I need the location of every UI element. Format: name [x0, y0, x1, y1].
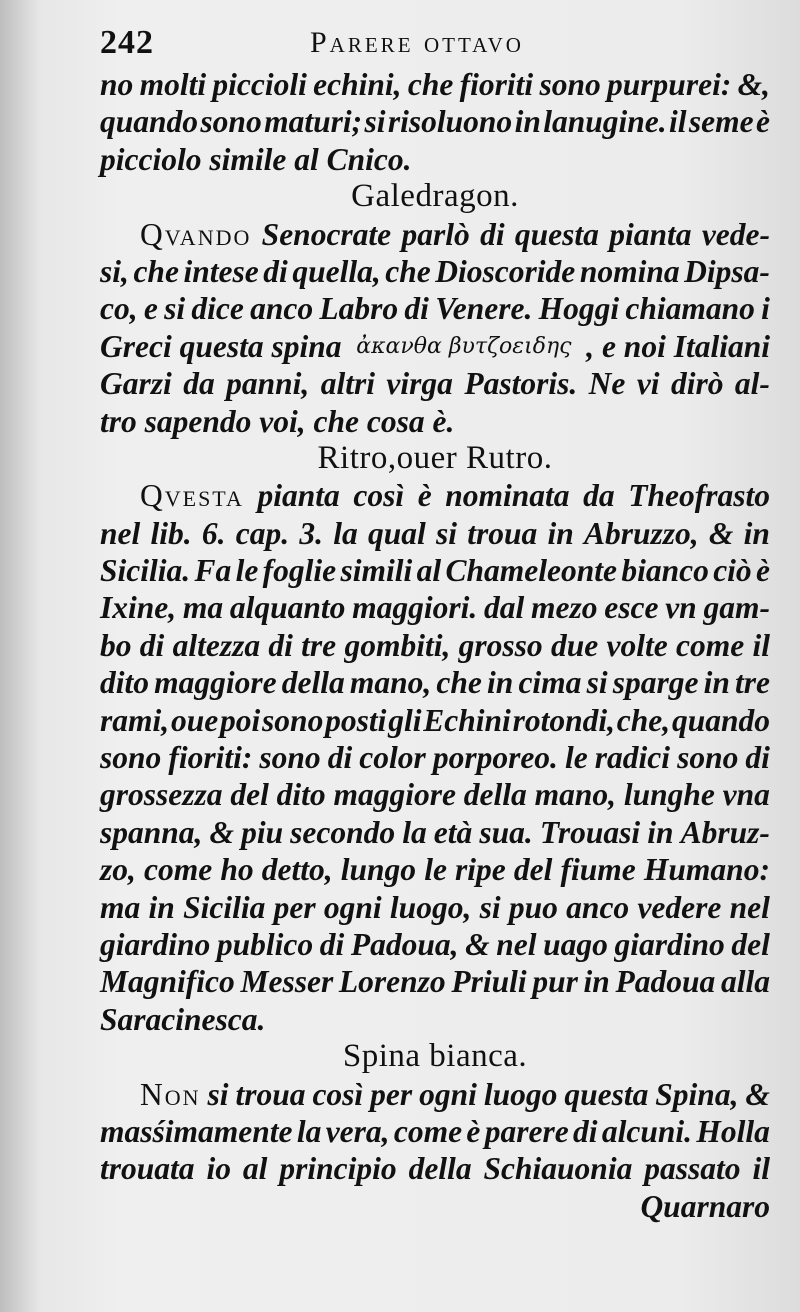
- text-line: [100, 328, 770, 365]
- word: esce: [604, 590, 659, 626]
- word: cap.: [235, 515, 290, 551]
- word: Theofrasto: [628, 478, 770, 514]
- word: età: [433, 814, 473, 850]
- drop-caps-lead: Qvesta: [140, 478, 244, 514]
- word: maggiore: [154, 665, 277, 701]
- text-line: [100, 851, 770, 888]
- word: posti: [325, 702, 387, 738]
- text-line: [100, 963, 770, 1000]
- word: pianta: [257, 478, 340, 514]
- word: Priuli: [451, 964, 527, 1000]
- word: grosso: [458, 627, 543, 663]
- word: Ne: [588, 366, 626, 402]
- word: di: [139, 627, 165, 663]
- word: ma: [182, 590, 224, 626]
- word: nomina: [579, 253, 680, 289]
- word: la: [296, 1113, 322, 1149]
- word: Sicilia: [183, 889, 266, 925]
- word: lanugine.: [543, 104, 667, 140]
- word: è: [466, 1113, 481, 1149]
- word: lungo: [340, 852, 417, 888]
- word: per: [370, 1076, 413, 1112]
- word: dirò: [670, 366, 724, 402]
- word: è: [756, 104, 770, 140]
- word: sono: [259, 740, 321, 776]
- word: sono: [539, 67, 601, 102]
- word: sono: [100, 740, 162, 776]
- word: cima: [518, 665, 582, 701]
- word: che: [133, 253, 179, 289]
- word: Pastoris.: [464, 366, 578, 402]
- word: poi: [219, 702, 261, 738]
- word: publico: [216, 926, 314, 962]
- word: vna: [722, 777, 770, 813]
- word: in: [148, 889, 175, 925]
- running-head: Parere ottavo: [310, 26, 524, 59]
- word: nel: [100, 515, 141, 551]
- word: questa: [564, 1076, 649, 1112]
- word: vi: [636, 366, 660, 402]
- text-line: [100, 926, 770, 963]
- word: in: [487, 665, 514, 701]
- text-line: [100, 290, 770, 327]
- word: &: [708, 515, 734, 551]
- word: per: [273, 889, 316, 925]
- word: come: [675, 627, 745, 663]
- word: ripe: [455, 852, 506, 888]
- word: foglie: [262, 553, 337, 589]
- word: Trouasi: [539, 814, 641, 850]
- word: virga: [386, 366, 453, 402]
- word: secondo: [290, 814, 396, 850]
- word: quando: [671, 702, 770, 738]
- word: grossezza: [100, 777, 223, 813]
- word: maggiore: [333, 777, 456, 813]
- word: purpurei:: [607, 67, 732, 102]
- word: Ixine,: [100, 590, 177, 626]
- word: come: [393, 1113, 463, 1149]
- word: in: [647, 814, 674, 850]
- text-line: [100, 515, 770, 552]
- word: Abruzzo,: [583, 515, 699, 551]
- word: Hoggi: [538, 291, 620, 327]
- word: le: [235, 553, 259, 589]
- text-line: tro sapendo voi, che cosa è.: [100, 403, 455, 439]
- word: oue: [170, 702, 219, 738]
- word: ciò: [713, 553, 752, 589]
- word: il: [752, 627, 770, 663]
- word: di: [319, 926, 345, 962]
- word: Garzi: [100, 366, 172, 402]
- word: parere: [484, 1113, 569, 1149]
- word: in: [547, 515, 574, 551]
- text-line: [100, 552, 770, 589]
- word: le: [424, 852, 447, 888]
- word: spanna,: [100, 814, 203, 850]
- word: detto,: [261, 852, 333, 888]
- word: ma: [100, 889, 141, 925]
- word: del: [731, 926, 770, 962]
- word: simili: [340, 553, 413, 589]
- word: Venere.: [435, 291, 533, 327]
- text-line: [100, 776, 770, 813]
- word: la: [402, 814, 427, 850]
- word: altri: [320, 366, 375, 402]
- text-line: Saracinesca.: [100, 1001, 266, 1037]
- word: tre: [734, 665, 770, 701]
- catchword: Quarnaro: [640, 1188, 770, 1224]
- word: si: [435, 515, 457, 551]
- word: intese: [183, 253, 259, 289]
- paragraph-first-line: [100, 477, 770, 514]
- word: al-: [734, 366, 770, 402]
- word: così: [353, 478, 405, 514]
- word: qual: [367, 515, 426, 551]
- word: seme: [688, 104, 754, 140]
- word: si: [586, 665, 608, 701]
- word: bo: [100, 627, 132, 663]
- word: si: [164, 291, 186, 327]
- greek-text: ἀκανθα βυτζοειδης: [356, 333, 572, 359]
- word: di: [327, 740, 353, 776]
- word: troua: [467, 515, 538, 551]
- word: alla: [720, 964, 770, 1000]
- text-line: [100, 365, 770, 402]
- word: rotondi,: [512, 702, 615, 738]
- word: fioriti:: [168, 740, 253, 776]
- word: gam-: [703, 590, 770, 626]
- word: &: [465, 926, 490, 962]
- text-line: [100, 664, 770, 701]
- word: Abruz-: [680, 814, 770, 850]
- section-heading: Galedragon.: [351, 178, 519, 215]
- word: si: [364, 104, 386, 140]
- word: Chameleonte: [445, 553, 617, 589]
- word: Sicilia.: [100, 553, 191, 589]
- word: Senocrate: [261, 216, 392, 252]
- word: lib.: [150, 515, 192, 551]
- word: ogni: [323, 889, 382, 925]
- text-line: [100, 66, 770, 103]
- word: sua.: [479, 814, 533, 850]
- word: Lorenzo: [338, 964, 446, 1000]
- word: maggiori.: [352, 590, 478, 626]
- line-segment: , e noi Italiani: [586, 328, 770, 364]
- word: Holla: [696, 1113, 770, 1149]
- word: la: [333, 515, 358, 551]
- text-line: [100, 1150, 770, 1187]
- word: mano,: [534, 777, 616, 813]
- word: e: [143, 291, 158, 327]
- text-line: [100, 702, 770, 739]
- word: Echini: [423, 702, 511, 738]
- word: da: [583, 478, 615, 514]
- word: radici: [594, 740, 671, 776]
- word: altezza: [172, 627, 261, 663]
- word: di: [745, 740, 770, 776]
- text-line: [100, 814, 770, 851]
- word: no: [100, 67, 134, 102]
- page-number: 242: [100, 24, 154, 61]
- word: in: [703, 665, 730, 701]
- word: parlò: [401, 216, 470, 252]
- word: 6.: [201, 515, 226, 551]
- word: zo,: [100, 852, 136, 888]
- word: porporeo.: [432, 740, 558, 776]
- word: Padoua: [615, 964, 716, 1000]
- word: il: [752, 1151, 770, 1187]
- word: alcuni.: [601, 1113, 693, 1149]
- word: anco: [250, 291, 314, 327]
- word: è: [417, 478, 432, 514]
- section-heading: Spina bianca.: [342, 1038, 528, 1075]
- word: pur: [532, 964, 578, 1000]
- word: del: [230, 777, 269, 813]
- word: come: [144, 852, 213, 888]
- word: si: [479, 889, 501, 925]
- drop-caps-lead: Qvando: [140, 216, 252, 252]
- word: volte: [606, 627, 668, 663]
- word: che: [385, 253, 431, 289]
- word: vn: [665, 590, 697, 626]
- text-line: [100, 739, 770, 776]
- word: lunghe: [623, 777, 715, 813]
- word: di: [268, 627, 293, 663]
- word: dal: [484, 590, 525, 626]
- word: maturi;: [264, 104, 363, 140]
- word: chiamano: [625, 291, 755, 327]
- word: dito: [100, 665, 150, 701]
- word: co,: [100, 291, 138, 327]
- word: &: [745, 1076, 770, 1112]
- section-heading: Ritro,ouer Rutro.: [317, 439, 553, 476]
- word: fioriti: [459, 67, 534, 102]
- word: i: [761, 291, 770, 327]
- word: del: [513, 852, 553, 888]
- word: che: [407, 67, 454, 102]
- word: echini,: [313, 67, 402, 102]
- paragraph-first-line: [100, 1076, 770, 1113]
- text-line: [100, 1113, 770, 1150]
- text-line: [100, 889, 770, 926]
- word: le: [564, 740, 588, 776]
- word: puo: [508, 889, 558, 925]
- word: mano,: [349, 665, 432, 701]
- word: vera,: [325, 1113, 390, 1149]
- word: alquanto: [229, 590, 346, 626]
- word: due: [550, 627, 599, 663]
- word: piccioli: [212, 67, 307, 102]
- text-line: [100, 253, 770, 290]
- word: nominata: [445, 478, 570, 514]
- word: Magnifico: [100, 964, 235, 1000]
- paragraph-first-line: [100, 216, 770, 253]
- drop-caps-lead: Non: [140, 1076, 201, 1112]
- word: Spina,: [655, 1076, 739, 1112]
- word: uago: [543, 926, 608, 962]
- word: fiume: [560, 852, 636, 888]
- word: molti: [139, 67, 207, 102]
- word: mezo: [531, 590, 598, 626]
- word: così: [312, 1076, 364, 1112]
- word: trouata: [100, 1151, 195, 1187]
- word: piu: [241, 814, 284, 850]
- word: si: [207, 1076, 229, 1112]
- word: color: [359, 740, 426, 776]
- word: Dipsa-: [684, 253, 770, 289]
- word: che: [436, 665, 482, 701]
- line-segment: Greci questa spina: [100, 328, 342, 364]
- text-line: picciolo simile al Cnico.: [100, 141, 412, 177]
- word: &,: [737, 67, 770, 102]
- word: anco: [566, 889, 630, 925]
- word: in: [514, 104, 541, 140]
- word: questa: [514, 216, 599, 252]
- word: tre: [301, 627, 337, 663]
- word: troua: [235, 1076, 306, 1112]
- word: pianta: [609, 216, 692, 252]
- word: masśimamente: [100, 1113, 293, 1149]
- word: io: [206, 1151, 231, 1187]
- word: da: [183, 366, 215, 402]
- word: luogo: [483, 1076, 558, 1112]
- word: ogni: [419, 1076, 477, 1112]
- body-text: [100, 66, 770, 1225]
- word: sono: [262, 702, 324, 738]
- word: è: [756, 553, 770, 589]
- word: vedere: [637, 889, 722, 925]
- word: nel: [496, 926, 537, 962]
- word: di: [404, 291, 429, 327]
- word: vede-: [701, 216, 770, 252]
- word: al: [242, 1151, 268, 1187]
- word: principio: [279, 1151, 397, 1187]
- word: nel: [729, 889, 770, 925]
- word: sono: [677, 740, 739, 776]
- word: Messer: [240, 964, 334, 1000]
- word: di: [573, 1113, 598, 1149]
- word: si,: [100, 253, 129, 289]
- word: ho: [220, 852, 254, 888]
- word: passato: [644, 1151, 741, 1187]
- word: gombiti,: [344, 627, 451, 663]
- word: dice: [191, 291, 244, 327]
- word: dito: [276, 777, 326, 813]
- word: in: [743, 515, 770, 551]
- word: &: [209, 814, 234, 850]
- word: Labro: [319, 291, 399, 327]
- word: della: [281, 665, 345, 701]
- word: panni,: [226, 366, 310, 402]
- word: quella,: [292, 253, 381, 289]
- word: il: [669, 104, 687, 140]
- word: gli: [388, 702, 422, 738]
- text-line: [100, 103, 770, 140]
- word: sparge: [612, 665, 699, 701]
- word: Schiauonia: [483, 1151, 633, 1187]
- word: luogo,: [389, 889, 472, 925]
- word: di: [480, 216, 505, 252]
- word: giardino: [614, 926, 725, 962]
- word: bianco: [621, 553, 709, 589]
- word: sono: [200, 104, 262, 140]
- word: di: [263, 253, 288, 289]
- word: quando: [100, 104, 199, 140]
- word: rami,: [100, 702, 170, 738]
- word: Humano:: [643, 852, 770, 888]
- text-line: [100, 589, 770, 626]
- word: Dioscoride: [435, 253, 576, 289]
- word: che,: [616, 702, 671, 738]
- word: della: [408, 1151, 472, 1187]
- word: al: [416, 553, 442, 589]
- word: Fa: [194, 553, 232, 589]
- word: risoluono: [387, 104, 513, 140]
- word: giardino: [100, 926, 211, 962]
- text-line: [100, 627, 770, 664]
- page-header: [100, 24, 770, 64]
- word: 3.: [299, 515, 323, 551]
- word: della: [463, 777, 527, 813]
- word: Padoua,: [350, 926, 459, 962]
- word: in: [583, 964, 610, 1000]
